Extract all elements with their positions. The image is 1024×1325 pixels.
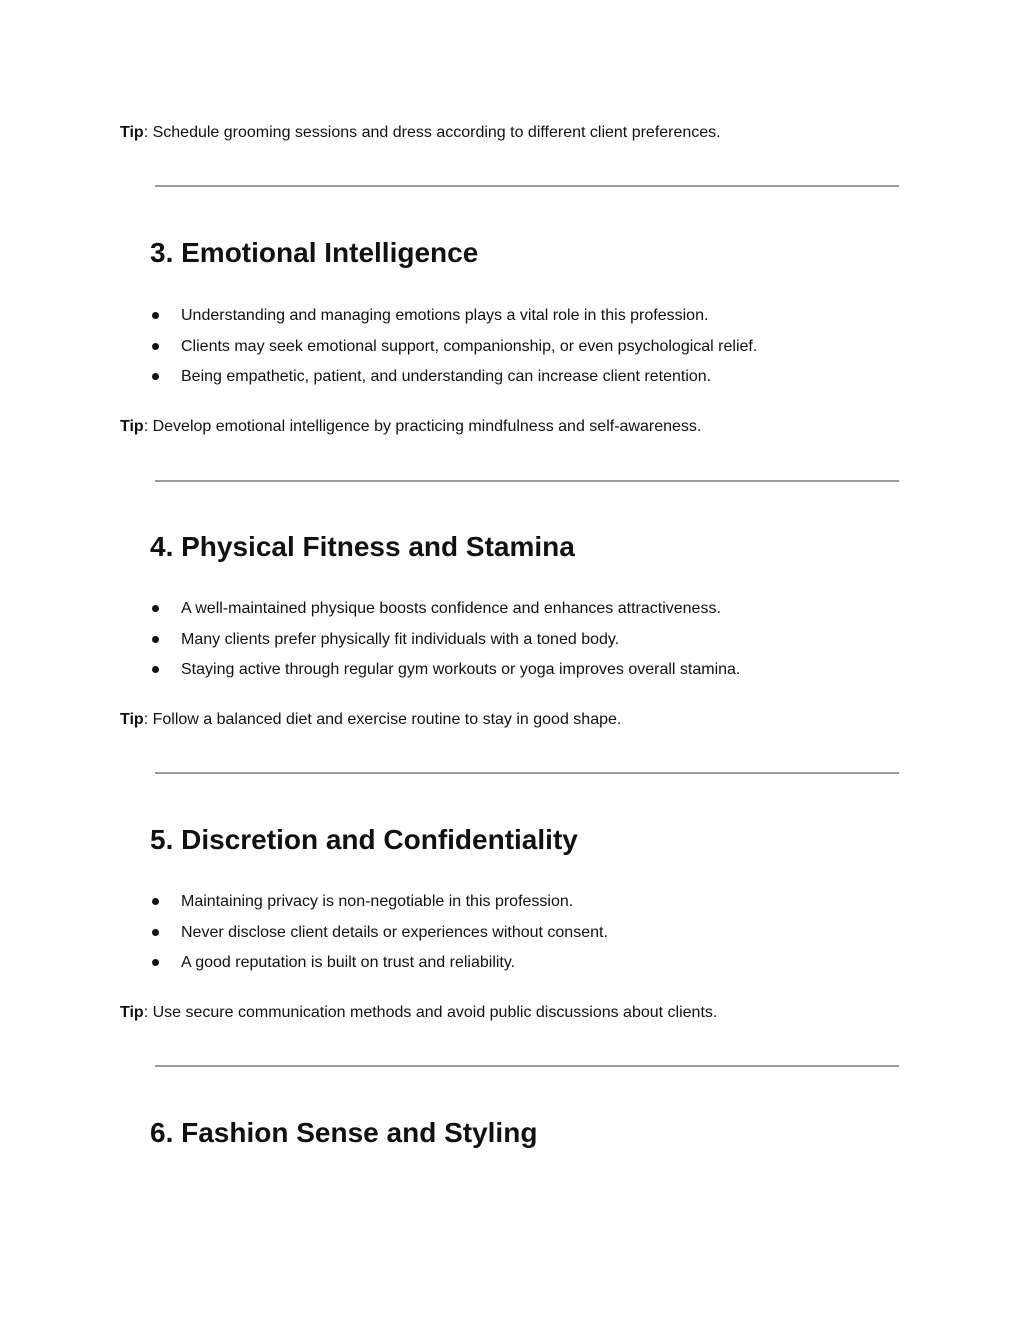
- tip-text: : Develop emotional intelligence by practicing mindfulness and self-awareness.: [143, 418, 702, 435]
- bullet-list: [150, 306, 757, 398]
- tip-label: Tip: [120, 711, 144, 728]
- list-item-text: Many clients prefer physically fit individuals with a toned body.: [181, 630, 620, 648]
- horizontal-divider: [155, 480, 899, 482]
- tip-paragraph: [120, 123, 721, 143]
- list-item: [150, 337, 757, 368]
- list-item-text: Understanding and managing emotions plays a vital role in this profession.: [181, 307, 709, 324]
- bullet-icon: [152, 343, 159, 350]
- list-item-text: Clients may seek emotional support, companionship, or even psychological relief.: [181, 337, 758, 355]
- list-item: [150, 660, 740, 691]
- list-item: [150, 367, 757, 398]
- list-item: [150, 892, 608, 923]
- horizontal-divider: [155, 185, 899, 187]
- list-item: [150, 306, 757, 337]
- list-item-text: Maintaining privacy is non-negotiable in this profession.: [181, 893, 574, 910]
- list-item: [150, 599, 740, 630]
- list-item-text: A well-maintained physique boosts confidence and enhances attractiveness.: [181, 600, 721, 617]
- section-heading: 5. Discretion and Confidentiality: [150, 824, 578, 855]
- bullet-icon: [152, 605, 159, 612]
- tip-text: : Follow a balanced diet and exercise routine to stay in good shape.: [143, 711, 622, 728]
- tip-label: Tip: [120, 418, 144, 435]
- bullet-icon: [152, 959, 159, 966]
- bullet-icon: [152, 929, 159, 936]
- bullet-icon: [152, 636, 159, 643]
- tip-paragraph: [120, 1003, 717, 1023]
- bullet-icon: [152, 898, 159, 905]
- tip-paragraph: [120, 417, 701, 437]
- bullet-list: [150, 599, 740, 691]
- list-item-text: Staying active through regular gym workouts or yoga improves overall stamina.: [181, 661, 741, 678]
- section-heading: 6. Fashion Sense and Styling: [150, 1117, 538, 1148]
- list-item: [150, 630, 740, 661]
- section-heading: 4. Physical Fitness and Stamina: [150, 531, 575, 562]
- bullet-list: [150, 892, 608, 984]
- tip-text: : Schedule grooming sessions and dress according to different client preferences.: [143, 124, 721, 141]
- list-item-text: A good reputation is built on trust and reliability.: [181, 954, 516, 971]
- bullet-icon: [152, 373, 159, 380]
- horizontal-divider: [155, 772, 899, 774]
- tip-text: : Use secure communication methods and avoid public discussions about clients.: [143, 1004, 718, 1021]
- list-item: [150, 923, 608, 954]
- bullet-icon: [152, 666, 159, 673]
- tip-label: Tip: [120, 1004, 144, 1021]
- list-item-text: Being empathetic, patient, and understanding can increase client retention.: [181, 368, 712, 385]
- list-item-text: Never disclose client details or experiences without consent.: [181, 923, 608, 941]
- list-item: [150, 953, 608, 984]
- tip-label: Tip: [120, 124, 144, 141]
- bullet-icon: [152, 312, 159, 319]
- section-heading: 3. Emotional Intelligence: [150, 237, 479, 268]
- tip-paragraph: [120, 710, 621, 730]
- horizontal-divider: [155, 1065, 899, 1067]
